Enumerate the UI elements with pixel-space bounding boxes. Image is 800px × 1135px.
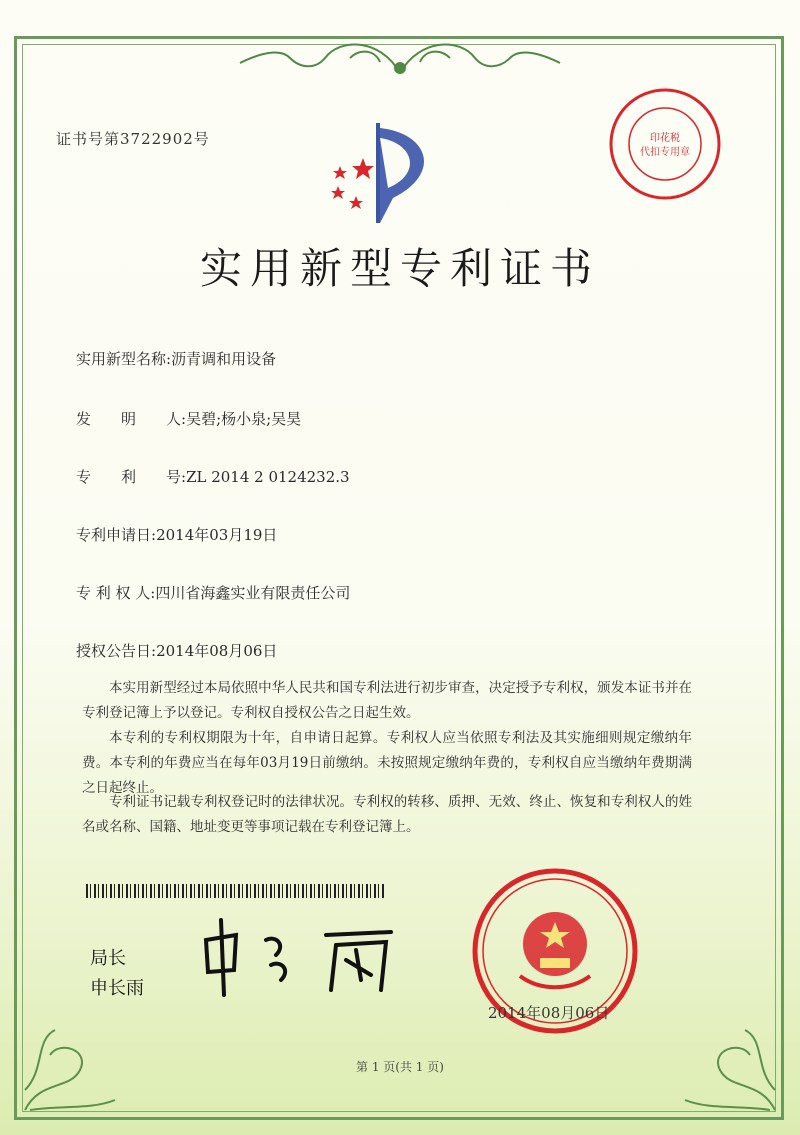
svg-text:代扣专用章: 代扣专用章: [640, 147, 690, 158]
field-patent-number: [76, 466, 350, 487]
field-filing-date-label: 专利申请日:: [76, 526, 157, 544]
patent-office-logo: [318, 118, 448, 228]
certificate-number: 证书号第3722902号: [56, 130, 210, 148]
field-inventor: [76, 408, 301, 429]
field-grant-date-label: 授权公告日:: [76, 642, 157, 660]
tax-stamp: [606, 85, 724, 203]
svg-text:印花税: 印花税: [650, 133, 680, 144]
barcode: [86, 884, 386, 898]
field-inventor-label: 发 明 人:: [76, 410, 187, 428]
paragraph-1: 本实用新型经过本局依照中华人民共和国专利法进行初步审查，决定授予专利权，颁发本证书并在专利登记簿上予以登记。专利权自授权公告之日起生效。: [82, 680, 692, 721]
field-name: [76, 348, 276, 369]
field-inventor-value: 吴碧;杨小泉;吴昊: [186, 410, 302, 428]
paragraph-2: 本专利的专利权期限为十年，自申请日起算。专利权人应当依照专利法及其实施细则规定缴纳年费。本专利的年费应当在每年03月19日前缴纳。未按照规定缴纳年费的，专利权自应当缴纳年费期满之日起终止。: [82, 730, 692, 796]
field-grant-date-value: 2014年08月06日: [156, 642, 278, 660]
field-patent-number-label: 专 利 号:: [76, 468, 187, 486]
director-name: 申长雨: [90, 978, 144, 999]
director-title: 局长: [90, 948, 126, 969]
certificate-title: 实用新型专利证书: [199, 244, 600, 293]
field-patentee-label: 专 利 权 人:: [76, 584, 156, 602]
director-signature: [196, 910, 416, 1000]
seal-date: 2014年08月06日: [488, 1004, 610, 1022]
paragraph-3: 专利证书记载专利权登记时的法律状况。专利权的转移、质押、无效、终止、恢复和专利权人的姓名或名称、国籍、地址变更等事项记载在专利登记簿上。: [82, 794, 692, 835]
field-name-value: 沥青调和用设备: [171, 350, 277, 368]
field-grant-date: [76, 640, 277, 661]
field-patentee: [76, 582, 350, 603]
top-ornament: [230, 28, 570, 88]
field-filing-date: [76, 524, 277, 545]
field-patent-number-value: ZL 2014 2 0124232.3: [186, 468, 350, 486]
field-filing-date-value: 2014年03月19日: [156, 526, 278, 544]
field-name-label: 实用新型名称:: [76, 350, 172, 368]
field-patentee-value: 四川省海鑫实业有限责任公司: [155, 584, 351, 602]
page-number: 第 1 页(共 1 页): [356, 1060, 444, 1074]
